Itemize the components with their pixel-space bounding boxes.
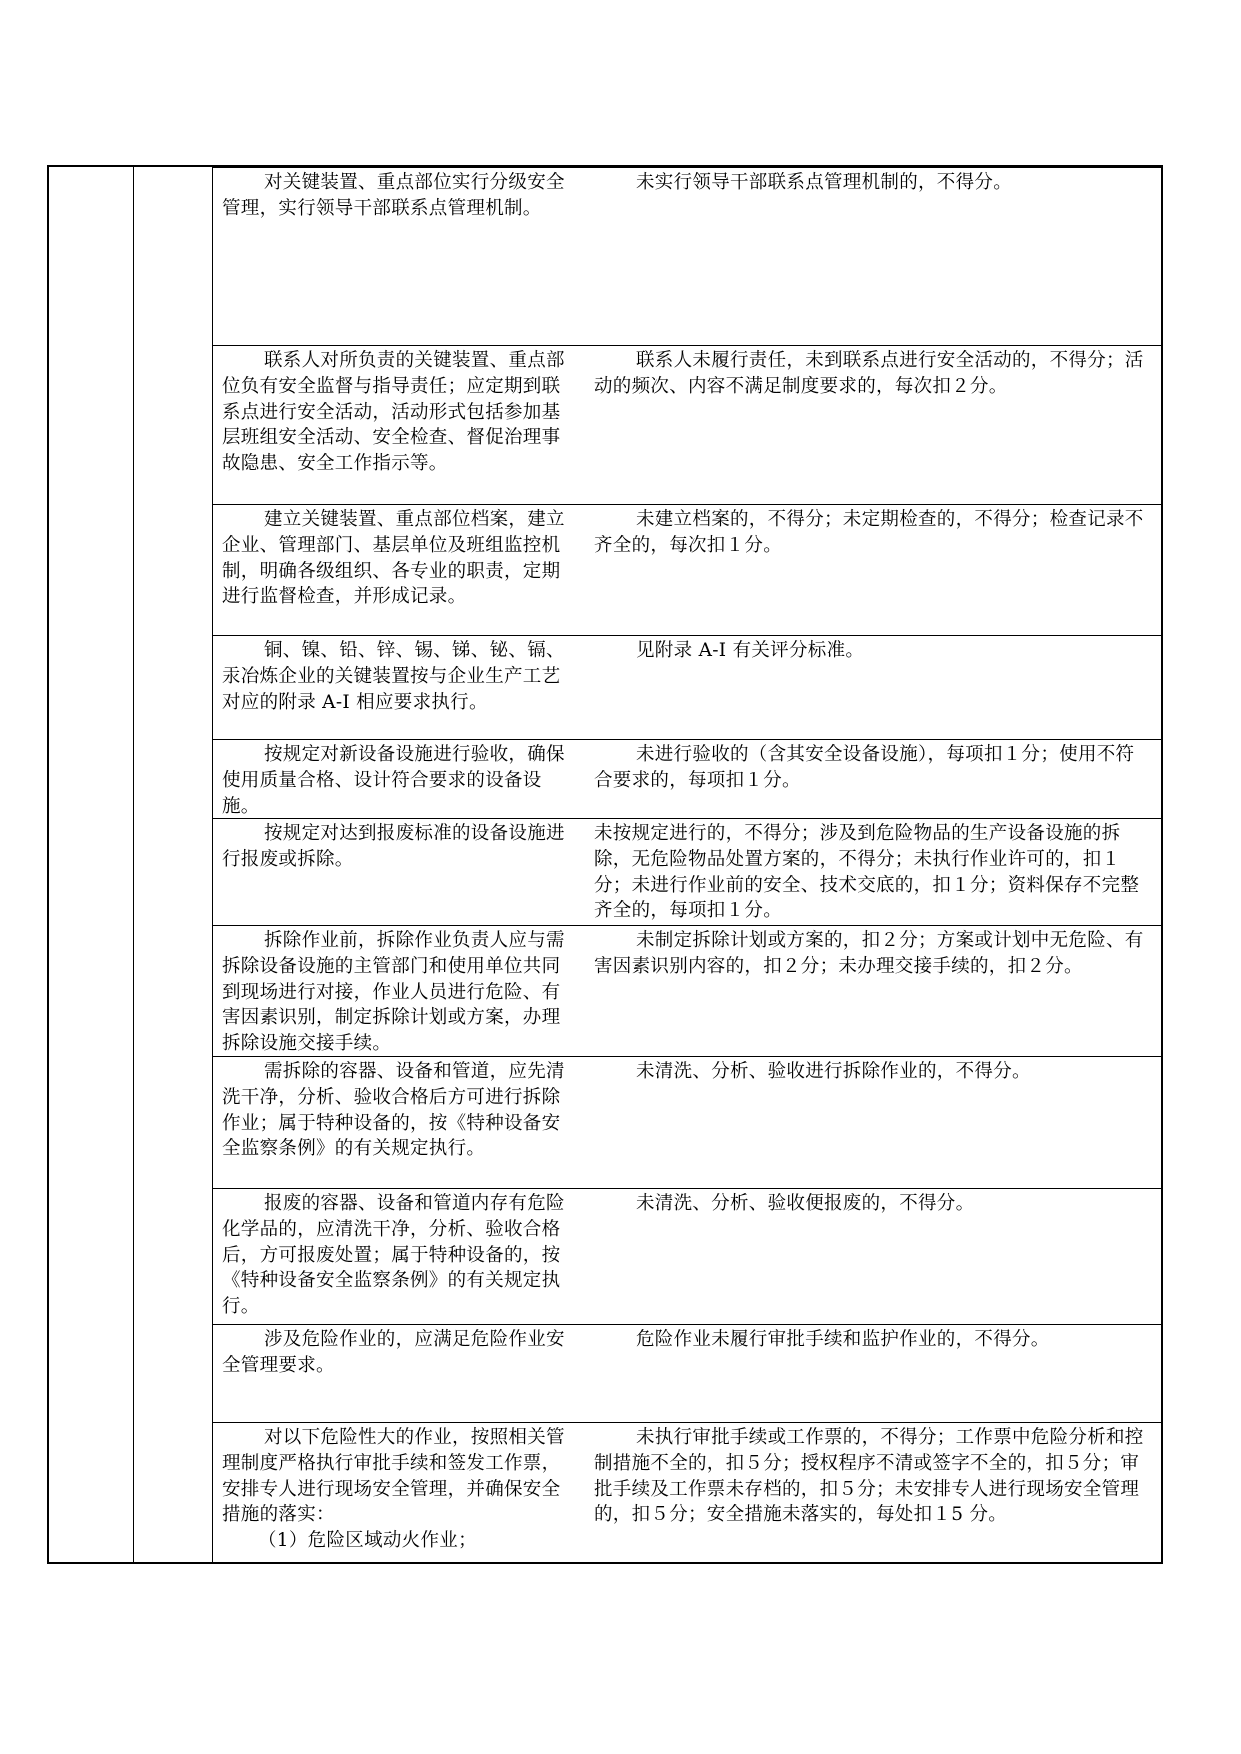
requirement-cell — [212, 819, 584, 925]
requirement-text: 按规定对达到报废标准的设备设施进行报废或拆除。 — [222, 823, 565, 870]
requirement-cell — [212, 926, 584, 1056]
criteria-cell — [584, 505, 1161, 635]
table-row — [212, 635, 1161, 739]
criteria-text: 未清洗、分析、验收进行拆除作业的，不得分。 — [636, 1061, 1031, 1082]
criteria-cell — [584, 926, 1161, 1056]
criteria-text: 未执行审批手续或工作票的，不得分；工作票中危险分析和控制措施不全的，扣５分；授权程序不清或签字不全的，扣５分；审批手续及工作票未存档的，扣５分；未安排专人进行现场安全管理的，扣５分；安全措施未落实的，每处扣１5 分。 — [594, 1427, 1144, 1526]
table-row — [212, 1056, 1161, 1188]
scoring-table — [47, 165, 1163, 1564]
requirement-text: 报废的容器、设备和管道内存有危险化学品的，应清洗干净，分析、验收合格后，方可报废处置；属于特种设备的，按《特种设备安全监察条例》的有关规定执行。 — [222, 1193, 565, 1318]
table-row — [212, 504, 1161, 635]
table-row — [212, 345, 1161, 504]
criteria-cell — [584, 1325, 1161, 1422]
criteria-text: 未建立档案的，不得分；未定期检查的，不得分；检查记录不齐全的，每次扣１分。 — [594, 509, 1144, 556]
requirement-text: 需拆除的容器、设备和管道，应先清洗干净，分析、验收合格后方可进行拆除作业；属于特种设备的，按《特种设备安全监察条例》的有关规定执行。 — [222, 1061, 565, 1160]
requirement-cell — [212, 740, 584, 818]
requirement-text: 铜、镍、铅、锌、锡、锑、铋、镉、汞冶炼企业的关键装置按与企业生产工艺对应的附录 A-I 相应要求执行。 — [222, 640, 565, 713]
requirement-text: 联系人对所负责的关键装置、重点部位负有安全监督与指导责任；应定期到联系点进行安全活动，活动形式包括参加基层班组安全活动、安全检查、督促治理事故隐患、安全工作指示等。 — [222, 350, 565, 475]
criteria-cell — [584, 168, 1161, 345]
criteria-text: 危险作业未履行审批手续和监护作业的，不得分。 — [636, 1329, 1050, 1350]
requirement-text: 按规定对新设备设施进行验收，确保使用质量合格、设计符合要求的设备设施。 — [222, 744, 565, 817]
criteria-text: 联系人未履行责任，未到联系点进行安全活动的，不得分；活动的频次、内容不满足制度要求的，每次扣２分。 — [594, 350, 1144, 397]
criteria-cell — [584, 636, 1161, 739]
column-divider — [133, 167, 134, 1562]
criteria-cell — [584, 1057, 1161, 1188]
requirement-text: 建立关键装置、重点部位档案，建立企业、管理部门、基层单位及班组监控机制，明确各级组织、各专业的职责，定期进行监督检查，并形成记录。 — [222, 509, 565, 608]
table-row — [212, 1324, 1161, 1422]
criteria-text: 未实行领导干部联系点管理机制的，不得分。 — [636, 172, 1013, 193]
requirement-cell — [212, 1189, 584, 1324]
requirement-cell — [212, 168, 584, 345]
table-row — [212, 818, 1161, 925]
criteria-cell — [584, 819, 1161, 925]
requirement-cell — [212, 505, 584, 635]
table-row — [212, 167, 1161, 345]
criteria-cell — [584, 346, 1161, 504]
table-row — [212, 1188, 1161, 1324]
criteria-text: 未制定拆除计划或方案的，扣２分；方案或计划中无危险、有害因素识别内容的，扣２分；未办理交接手续的，扣２分。 — [594, 930, 1144, 977]
criteria-cell — [584, 740, 1161, 818]
criteria-text: 见附录 A-I 有关评分标准。 — [636, 640, 865, 661]
requirement-subitem: （1）危险区域动火作业； — [258, 1530, 477, 1552]
requirement-cell — [212, 1057, 584, 1188]
table-row — [212, 1422, 1161, 1564]
criteria-text: 未进行验收的（含其安全设备设施），每项扣１分；使用不符合要求的，每项扣１分。 — [594, 744, 1135, 791]
requirement-cell — [212, 346, 584, 504]
requirement-text: 涉及危险作业的，应满足危险作业安全管理要求。 — [222, 1329, 565, 1376]
criteria-text: 未按规定进行的，不得分；涉及到危险物品的生产设备设施的拆除，无危险物品处置方案的，不得分；未执行作业许可的，扣１分；未进行作业前的安全、技术交底的，扣１分；资料保存不完整齐全的，每项扣１分。 — [594, 823, 1140, 922]
criteria-text: 未清洗、分析、验收便报废的，不得分。 — [636, 1193, 975, 1214]
criteria-cell — [584, 1189, 1161, 1324]
requirement-text: 对以下危险性大的作业，按照相关管理制度严格执行审批手续和签发工作票，安排专人进行现场安全管理，并确保安全措施的落实： — [222, 1427, 565, 1526]
requirement-text: 对关键装置、重点部位实行分级安全管理，实行领导干部联系点管理机制。 — [222, 172, 565, 219]
requirement-cell — [212, 1325, 584, 1422]
criteria-cell — [584, 1423, 1161, 1564]
requirement-text: 拆除作业前，拆除作业负责人应与需拆除设备设施的主管部门和使用单位共同到现场进行对接，作业人员进行危险、有害因素识别，制定拆除计划或方案，办理拆除设施交接手续。 — [222, 930, 565, 1055]
table-row — [212, 925, 1161, 1056]
table-row — [212, 739, 1161, 818]
requirement-cell — [212, 636, 584, 739]
requirement-cell — [212, 1423, 584, 1564]
